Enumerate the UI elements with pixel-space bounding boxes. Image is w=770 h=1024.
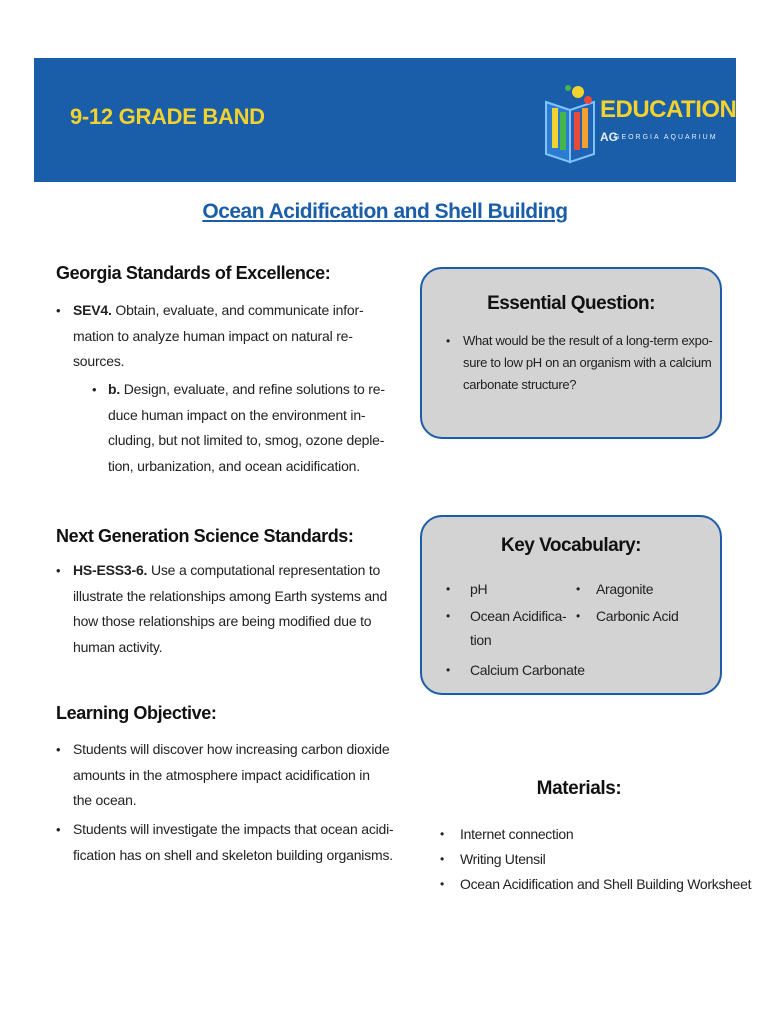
- objective-line: fication has on shell and skeleton building organisms.: [73, 846, 393, 863]
- bullet: •: [440, 827, 444, 841]
- sev4-line: Obtain, evaluate, and communicate infor-: [115, 302, 364, 318]
- education-logo: [542, 78, 737, 168]
- ngss-line: how those relationships are being modified due to: [73, 613, 372, 629]
- b-line: Design, evaluate, and refine solutions to re-: [123, 381, 385, 397]
- b-line: cluding, but not limited to, smog, ozone deple-: [108, 432, 385, 448]
- sev4-line: sources.: [73, 353, 125, 369]
- logo-subtitle: GEORGIA AQUARIUM: [614, 134, 718, 141]
- bullet: •: [446, 609, 450, 623]
- bullet: •: [56, 303, 61, 318]
- grade-band-title: 9-12 GRADE BAND: [70, 104, 265, 129]
- bullet: •: [576, 582, 580, 596]
- bullet: •: [446, 582, 450, 596]
- key-vocabulary-box: [420, 515, 722, 695]
- bullet: •: [56, 563, 61, 578]
- essential-line: What would be the result of a long-term expo-: [463, 333, 713, 348]
- bullet: •: [576, 609, 580, 623]
- ngss-heading: Next Generation Science Standards:: [56, 526, 354, 546]
- essential-line: sure to low pH on an organism with a calcium: [463, 355, 712, 370]
- b-line: tion, urbanization, and ocean acidification.: [108, 457, 360, 474]
- b-line: duce human impact on the environment in-: [108, 406, 366, 423]
- bullet: •: [440, 877, 444, 891]
- objective-line: Students will investigate the impacts that ocean acidi-: [73, 821, 394, 837]
- header-banner: [34, 58, 736, 182]
- objective-line: Students will discover how increasing carbon dioxide: [73, 741, 390, 757]
- vocab-term: Ocean Acidifica-: [470, 608, 567, 624]
- objective-line: amounts in the atmosphere impact acidification in: [73, 766, 370, 783]
- essential-question-box: [420, 267, 722, 439]
- vocab-term: tion: [470, 632, 492, 648]
- materials-text: Ocean Acidification and Shell Building Worksheet: [460, 876, 752, 892]
- book-icon: [542, 78, 602, 168]
- bullet: •: [92, 382, 97, 397]
- ngss-line: illustrate the relationships among Earth systems and: [73, 587, 388, 604]
- essential-question-heading: Essential Question:: [487, 293, 655, 314]
- bullet: •: [446, 334, 450, 348]
- sev4-code: SEV4.: [73, 302, 112, 318]
- ngss-line: human activity.: [73, 638, 163, 655]
- sev4-line: mation to analyze human impact on natural re-: [73, 327, 353, 344]
- materials-text: Writing Utensil: [460, 851, 546, 867]
- vocab-term: pH: [470, 581, 488, 597]
- vocab-term: Carbonic Acid: [596, 608, 679, 624]
- materials-list: [440, 822, 752, 897]
- learning-objective-heading: Learning Objective:: [56, 703, 217, 723]
- materials-item: [440, 872, 752, 897]
- bullet: •: [56, 742, 61, 757]
- georgia-standards-heading: Georgia Standards of Excellence:: [56, 263, 331, 283]
- ngss-line: Use a computational representation to: [150, 562, 381, 578]
- materials-text: Internet connection: [460, 826, 574, 842]
- key-vocabulary-heading: Key Vocabulary:: [501, 535, 641, 556]
- materials-item: [440, 822, 740, 847]
- vocab-term: Aragonite: [596, 581, 654, 597]
- logo-wordmark: EDUCATION: [600, 96, 737, 123]
- objective-line: the ocean.: [73, 792, 137, 808]
- aquarium-mark-icon: AG: [600, 130, 618, 144]
- document-title: Ocean Acidification and Shell Building: [202, 200, 568, 223]
- essential-line: carbonate structure?: [463, 377, 577, 392]
- b-code: b.: [108, 381, 121, 397]
- bullet: •: [440, 852, 444, 866]
- vocab-term: Calcium Carbonate: [470, 662, 585, 678]
- materials-item: [440, 847, 740, 872]
- bullet: •: [446, 663, 450, 677]
- ngss-code: HS-ESS3-6.: [73, 562, 148, 578]
- bullet: •: [56, 822, 61, 837]
- materials-heading: Materials:: [536, 778, 622, 799]
